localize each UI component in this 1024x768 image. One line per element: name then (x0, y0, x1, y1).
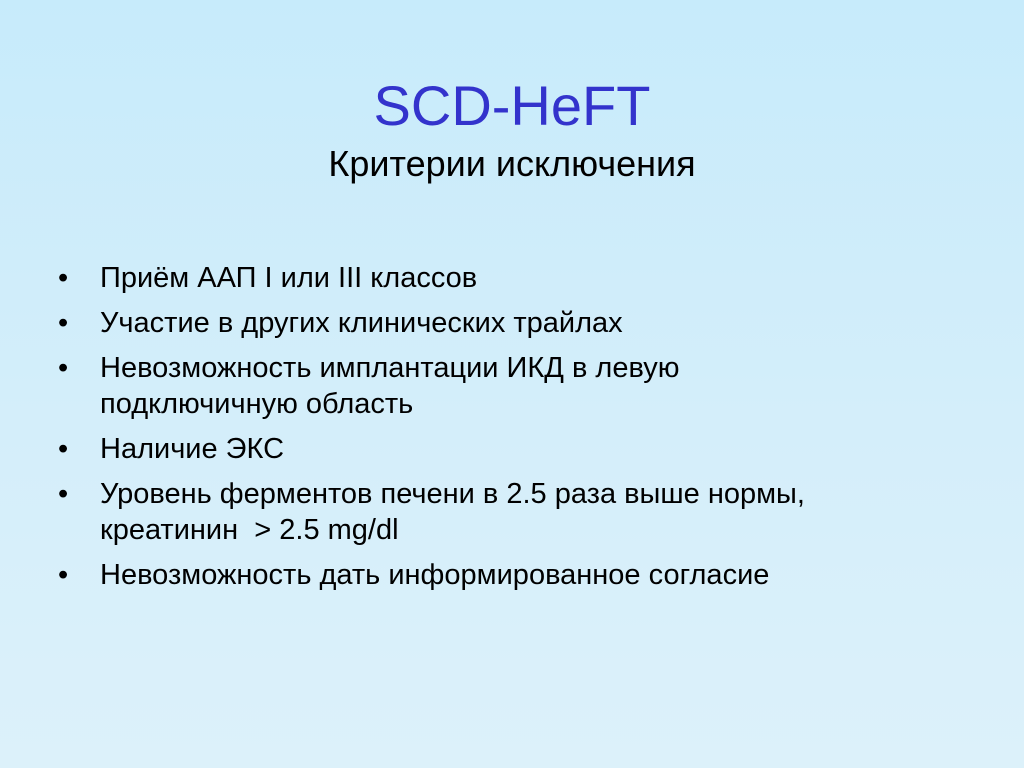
bullet-dot: • (58, 307, 69, 339)
bullet-text: Участие в других клинических трайлах (100, 307, 623, 339)
bullet-text: Наличие ЭКС (100, 433, 285, 465)
bullet-text: Приём ААП I или III классов (100, 262, 478, 294)
bullet-dot: • (58, 478, 69, 510)
bullet-item (58, 305, 978, 341)
bullet-item (58, 557, 978, 593)
slide-title: SCD-HeFT (373, 74, 651, 137)
title-block (0, 70, 1024, 186)
bullet-text: Невозможность имплантации ИКД в левую (100, 352, 680, 384)
bullet-dot: • (58, 262, 69, 294)
bullet-item (58, 350, 978, 422)
bullet-item (58, 476, 978, 548)
bullet-list (58, 260, 978, 602)
bullet-text: Уровень ферментов печени в 2.5 раза выше нормы, (100, 478, 805, 510)
bullet-dot: • (58, 433, 69, 465)
bullet-item (58, 260, 978, 296)
slide-subtitle: Критерии исключения (328, 143, 696, 184)
bullet-dot: • (58, 559, 69, 591)
bullet-text: Невозможность дать информированное согласие (100, 559, 770, 591)
bullet-text-continuation: подключичную область (100, 388, 414, 420)
bullet-dot: • (58, 352, 69, 384)
bullet-item (58, 431, 978, 467)
bullet-text-continuation: креатинин > 2.5 mg/dl (100, 514, 399, 546)
